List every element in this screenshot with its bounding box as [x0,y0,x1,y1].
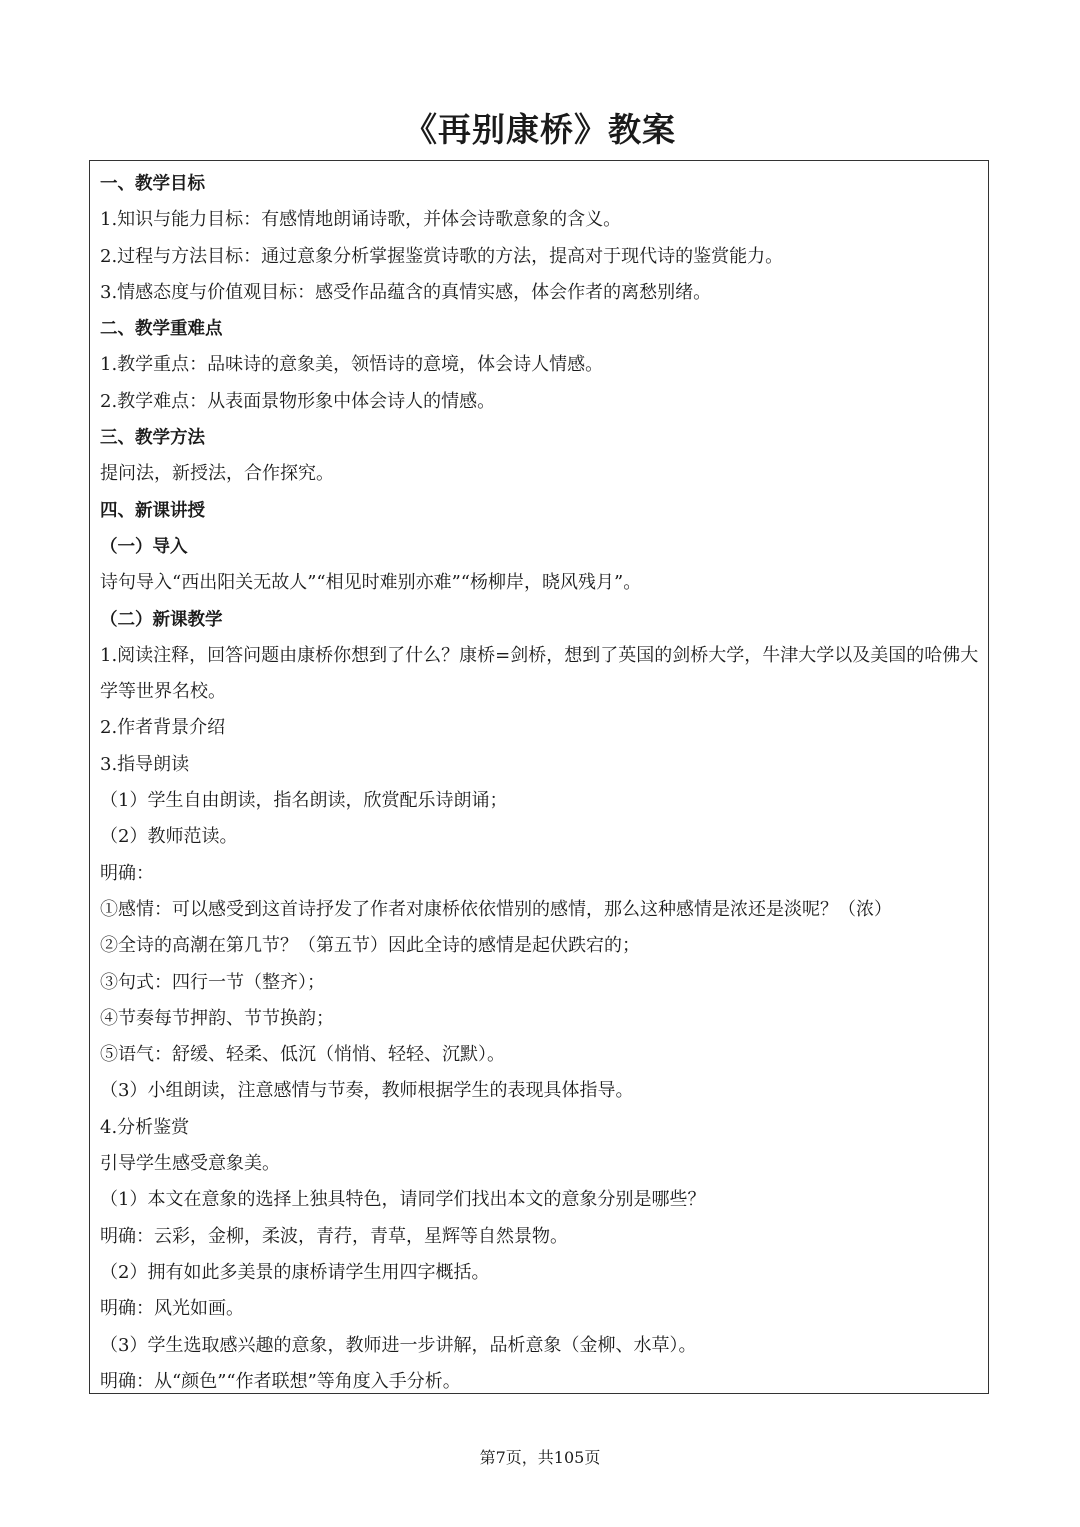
lesson-line: 1.阅读注释，回答问题由康桥你想到了什么？康桥=剑桥，想到了英国的剑桥大学，牛津大学以及美国的哈佛大学等世界名校。 [100,644,979,703]
section-heading-methods: 三、教学方法 [100,428,205,449]
lesson-line: （3）学生选取感兴趣的意象，教师进一步讲解，品析意象（金柳、水草）。 [100,1334,697,1356]
lesson-line: 引导学生感受意象美。 [100,1153,280,1175]
section-heading-new-lesson: 四、新课讲授 [100,500,205,521]
lesson-line: 明确： [100,862,154,884]
lesson-line: ⑤语气：舒缓、轻柔、低沉（悄悄、轻轻、沉默）。 [100,1044,505,1066]
key-point-item: 2.教学难点：从表面景物形象中体会诗人的情感。 [100,390,496,412]
lesson-line: ①感情：可以感受到这首诗抒发了作者对康桥依依惜别的感情，那么这种感情是浓还是淡呢？（浓） [100,898,892,920]
subsection-heading-intro: （一）导入 [100,536,188,557]
lesson-line: ③句式：四行一节（整齐）； [100,971,325,993]
lesson-line: 明确：云彩，金柳，柔波，青荇，青草，星辉等自然景物。 [100,1225,568,1247]
objective-item: 2.过程与方法目标：通过意象分析掌握鉴赏诗歌的方法，提高对于现代诗的鉴赏能力。 [100,245,784,267]
lesson-line: （1）本文在意象的选择上独具特色，请同学们找出本文的意象分别是哪些？ [100,1189,706,1211]
lesson-line: （3）小组朗读，注意感情与节奏，教师根据学生的表现具体指导。 [100,1080,634,1102]
lesson-line: （2）拥有如此多美景的康桥请学生用四字概括。 [100,1261,490,1283]
lesson-line: 3.指导朗读 [100,753,190,775]
lesson-line: 4.分析鉴赏 [100,1116,190,1138]
section-heading-key-points: 二、教学重难点 [100,319,223,340]
lesson-line: ④节奏每节押韵、节节换韵； [100,1007,334,1029]
objective-item: 3.情感态度与价值观目标：感受作品蕴含的真情实感，体会作者的离愁别绪。 [100,281,712,303]
section-heading-objectives: 一、教学目标 [100,174,205,194]
page-number: 第7页，共105页 [479,1448,601,1467]
lesson-line: （1）学生自由朗读，指名朗读，欣赏配乐诗朗诵； [100,790,508,812]
objective-item: 1.知识与能力目标：有感情地朗诵诗歌，并体会诗歌意象的含义。 [100,209,622,231]
lesson-plan-body [100,166,984,1400]
methods-text: 提问法，新授法，合作探究。 [100,463,334,485]
lesson-line: 明确：风光如画。 [100,1298,244,1320]
lesson-line: 明确：从“颜色”“作者联想”等角度入手分析。 [100,1370,461,1392]
lesson-line: （2）教师范读。 [100,826,238,848]
subsection-heading-teaching: （二）新课教学 [100,609,223,630]
key-point-item: 1.教学重点：品味诗的意象美，领悟诗的意境，体会诗人情感。 [100,354,604,376]
document-title: 《再别康桥》教案 [404,110,676,149]
intro-text: 诗句导入“西出阳关无故人”“相见时难别亦难”“杨柳岸，晓风残月”。 [100,572,642,594]
lesson-line: 2.作者背景介绍 [100,717,226,739]
lesson-line: ②全诗的高潮在第几节？（第五节）因此全诗的感情是起伏跌宕的； [100,935,640,957]
